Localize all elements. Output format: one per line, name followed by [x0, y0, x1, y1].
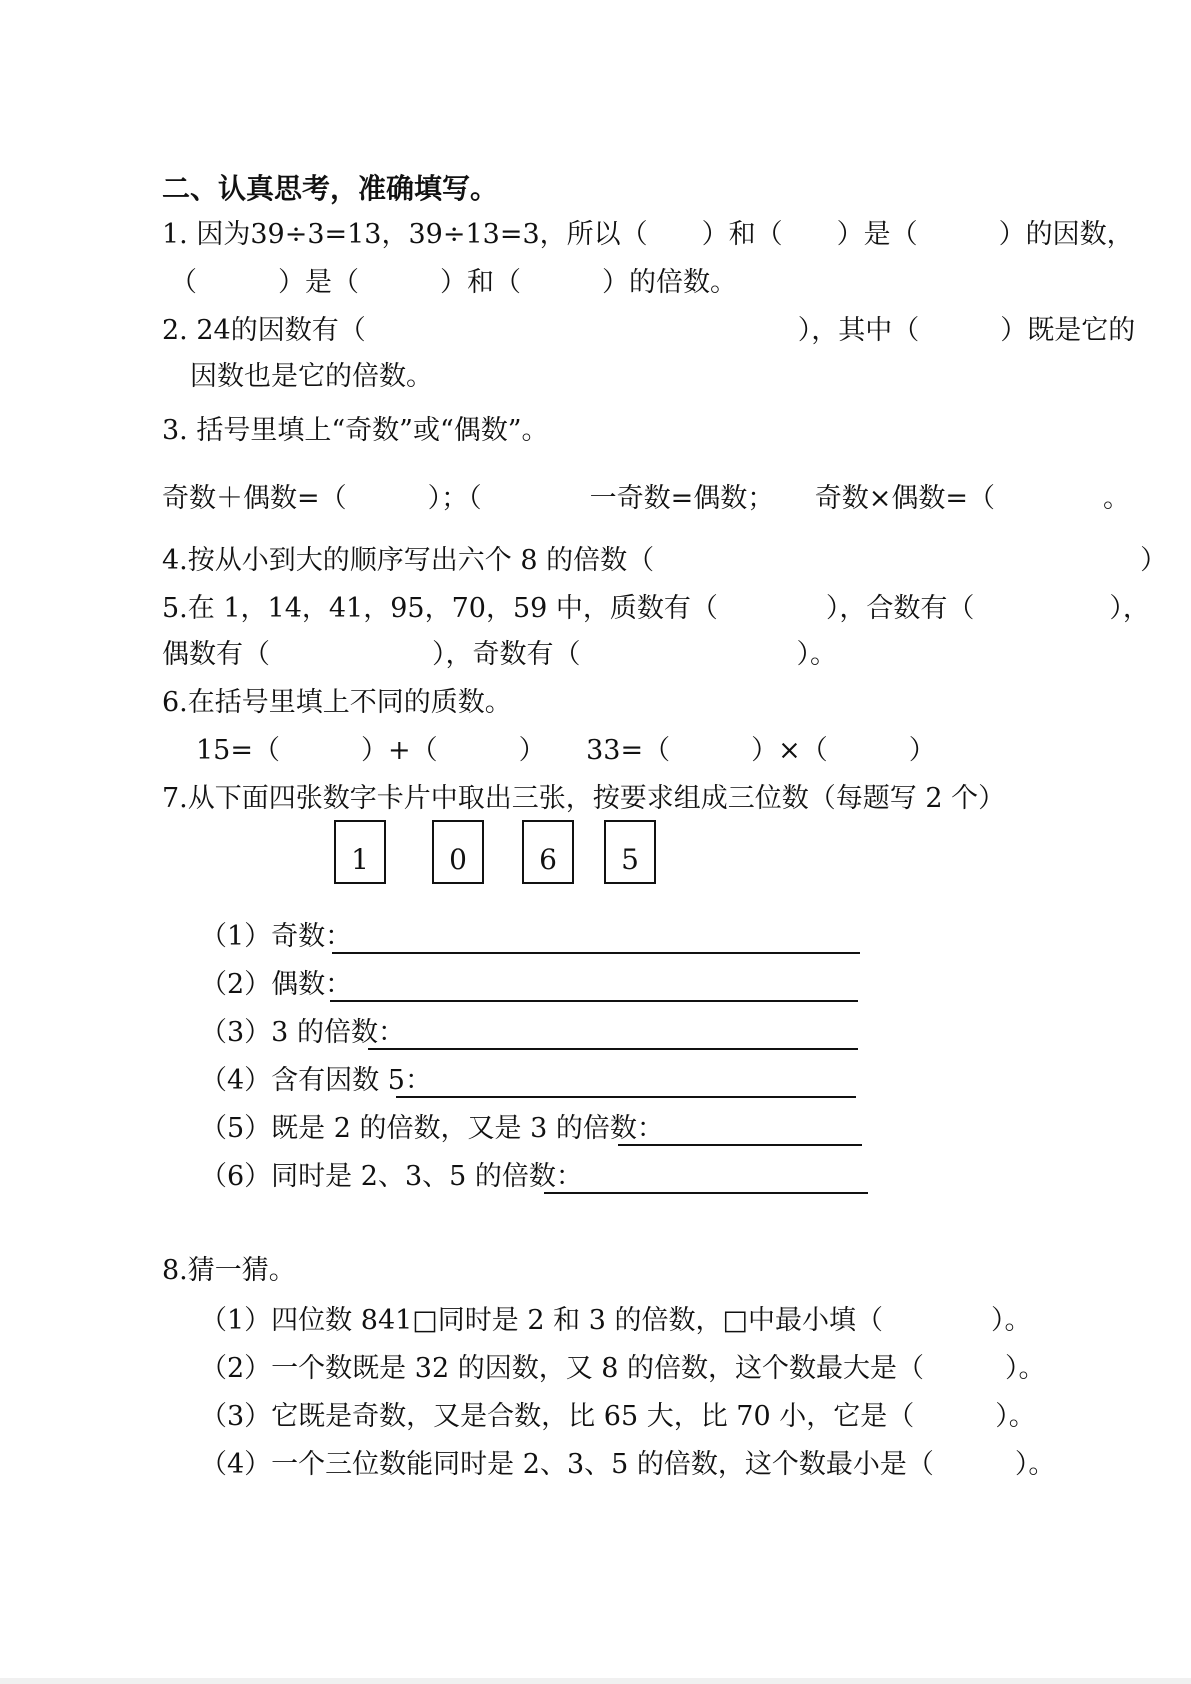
question-8-item-2: （2）一个数既是 32 的因数，又 8 的倍数，这个数最大是（ ）。 — [200, 1353, 1046, 1384]
question-7-item-1: （1）奇数： — [200, 921, 353, 952]
question-7-item-5: （5）既是 2 的倍数，又是 3 的倍数： — [200, 1113, 664, 1144]
question-8-item-1: （1）四位数 841□同时是 2 和 3 的倍数，□中最小填（ ）。 — [200, 1305, 1032, 1336]
number-card-6: 6 — [522, 820, 574, 884]
question-7-item-4: （4）含有因数 5： — [200, 1065, 432, 1096]
question-7-item-6: （6）同时是 2、3、5 的倍数： — [200, 1161, 583, 1192]
question-5-line-1: 5.在 1，14，41，95，70，59 中，质数有（ ），合数有（ ）， — [162, 593, 1150, 624]
question-6-expression: 15=（ ）+（ ） 33=（ ）×（ ） — [196, 735, 936, 766]
question-3-title: 3. 括号里填上“奇数”或“偶数”。 — [162, 415, 549, 446]
question-4: 4.按从小到大的顺序写出六个 8 的倍数（ ） — [162, 545, 1168, 576]
number-card-0: 0 — [432, 820, 484, 884]
question-5-line-2: 偶数有（ ），奇数有（ ）。 — [162, 639, 837, 670]
answer-line-multiple-of-3 — [368, 1048, 858, 1050]
question-2-line-1: 2. 24的因数有（ ），其中（ ）既是它的 — [162, 315, 1136, 346]
question-1-line-2: （ ）是（ ）和（ ）的倍数。 — [170, 267, 737, 298]
question-6-title: 6.在括号里填上不同的质数。 — [162, 687, 512, 718]
answer-line-multiple-of-2-3-5 — [544, 1192, 868, 1194]
question-1-line-1: 1. 因为39÷3=13，39÷13=3，所以（ ）和（ ）是（ ）的因数， — [162, 219, 1134, 250]
number-card-5: 5 — [604, 820, 656, 884]
answer-line-multiple-of-2-and-3 — [618, 1144, 862, 1146]
answer-line-factor-5 — [396, 1096, 856, 1098]
question-8-item-3: （3）它既是奇数，又是合数，比 65 大，比 70 小，它是（ ）。 — [200, 1401, 1036, 1432]
section-title: 二、认真思考，准确填写。 — [162, 172, 499, 205]
page-bottom-edge — [0, 1678, 1191, 1684]
answer-line-even — [330, 1000, 858, 1002]
number-card-1: 1 — [334, 820, 386, 884]
question-2-line-2: 因数也是它的倍数。 — [190, 361, 433, 392]
question-7-item-2: （2）偶数： — [200, 969, 353, 1000]
question-7-title: 7.从下面四张数字卡片中取出三张，按要求组成三位数（每题写 2 个） — [162, 783, 1006, 814]
question-3-expression: 奇数＋偶数=（ ）；（ 一奇数=偶数； 奇数×偶数=（ 。 — [162, 483, 1130, 514]
question-8-item-4: （4）一个三位数能同时是 2、3、5 的倍数，这个数最小是（ ）。 — [200, 1449, 1056, 1480]
question-8-title: 8.猜一猜。 — [162, 1255, 296, 1286]
question-7-item-3: （3）3 的倍数： — [200, 1017, 405, 1048]
answer-line-odd — [332, 952, 860, 954]
